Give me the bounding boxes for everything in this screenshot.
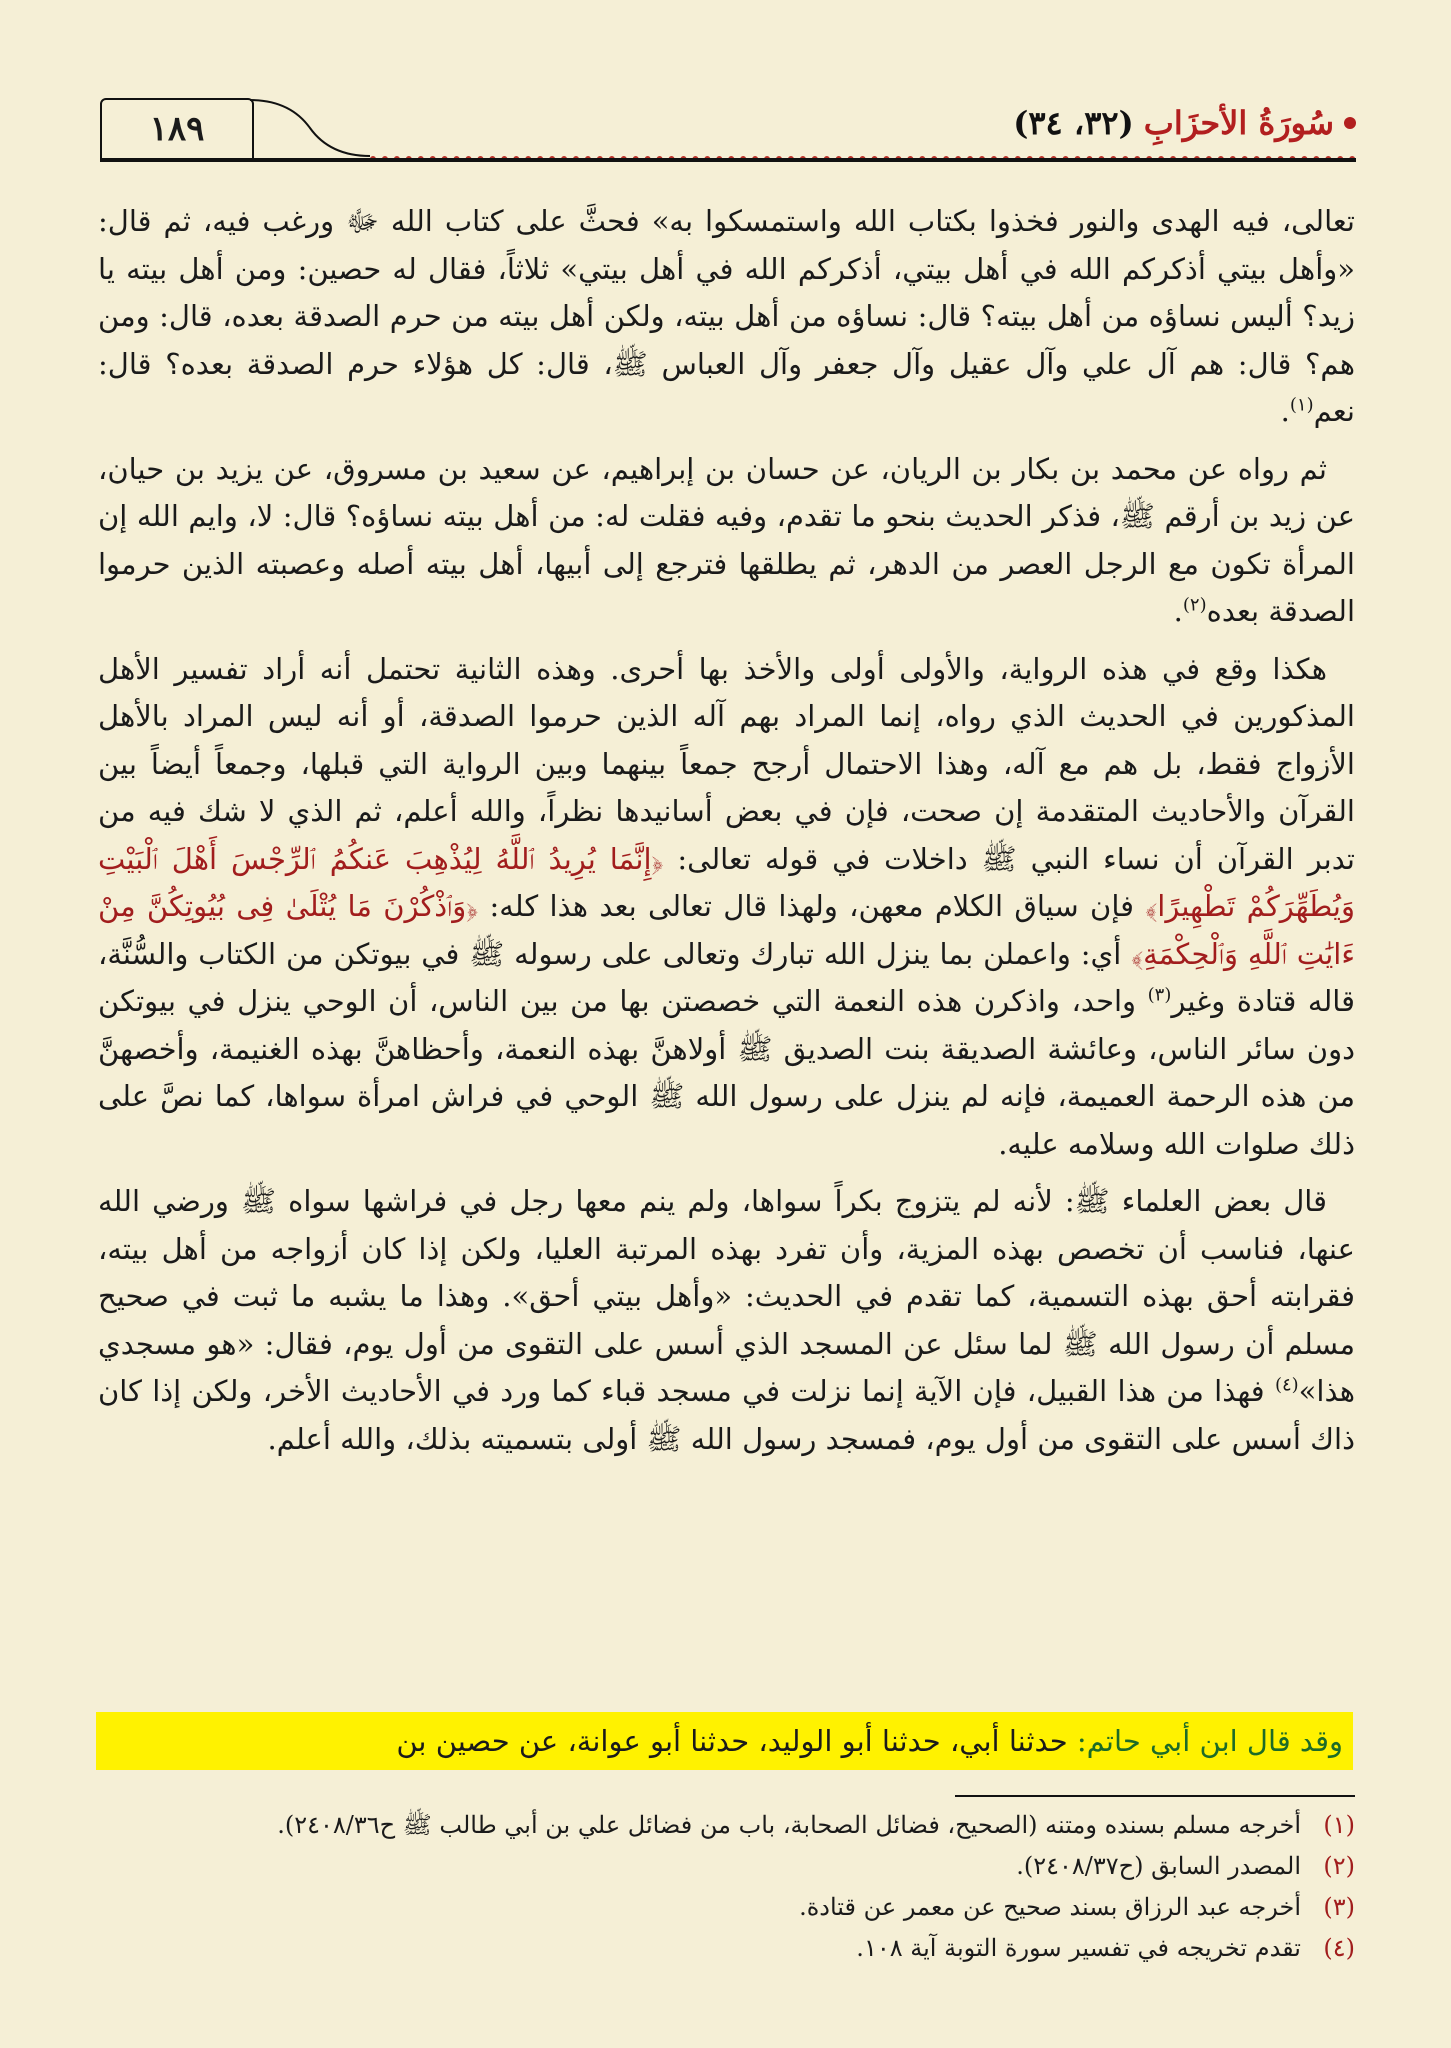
footnote-ref-3[interactable]: (٣) [1147,984,1172,1006]
paragraph-text: قال بعض العلماء ﷺ: لأنه لم يتزوج بكراً سواها، ولم ينم معها رجل في فراشها سواه ﷺ ورضي الله عنها، فناسب أن تخصص بهذه المزية، وأن تفرد بهذه المرتبة العليا، ولكن إذا كان أزواجه من أهل بيته، فقرابته أحق بهذه التسمية، كما تقدم في الحديث: «وأهل بيتي أحق». وهذا ما يشبه ما ثبت في صحيح مسلم أن رسول الله ﷺ لما سئل عن المسجد الذي أسس على التقوى من أول يوم، فقال: «هو مسجدي هذا» [98,1184,1355,1408]
footnote-separator [955,1795,1355,1797]
footnote-ref-2[interactable]: (٢) [1182,594,1207,616]
footnote-number: (٢) [1323,1852,1355,1880]
footnote-number: (١) [1323,1811,1355,1839]
page-number-ornament [250,98,370,158]
footnotes [98,1805,1355,1969]
ayat-range: (٣٢، ٣٤) [1013,104,1134,142]
paragraph-text: هكذا وقع في هذه الرواية، والأولى أولى والأخذ بها أحرى. وهذه الثانية تحتمل أنه أراد تفسير الأهل المذكورين في الحديث الذي رواه، إنما المراد بهم آله الذين حرموا الصدقة، أو أنه ليس المراد بالأهل الأزواج فقط، بل هم مع آله، وهذا الاحتمال أرجح جمعاً بينهما وبين الرواية التي قبلها، وجمعاً أيضاً بين القرآن والأحاديث المتقدمة إن صحت، فإن في بعض أسانيدها نظراً، والله أعلم، ثم الذي لا شك فيه من تدبر القرآن أن نساء النبي ﷺ داخلات في قوله تعالى: [98,651,1355,876]
paragraph-end: . [1280,394,1290,428]
paragraph-text: واحد، واذكرن هذه النعمة التي خصصتن بها من بين الناس، أن الوحي ينزل في بيوتكن دون سائر الناس، وعائشة الصديقة بنت الصديق ﷺ أولاهنَّ بهذه النعمة، وأحظاهنَّ بهذه الغنيمة، وأخصهنَّ من هذه الرحمة العميمة، فإنه لم ينزل على رسول الله ﷺ الوحي في فراش امرأة سواها، كما نصَّ على ذلك صلوات الله وسلامه عليه. [98,984,1355,1161]
footnote-text: أخرجه مسلم بسنده ومتنه (الصحيح، فضائل الصحابة، باب من فضائل علي بن أبي طالب ﷺ ح٢٤٠٨/٣٦). [277,1811,1301,1839]
paragraph-end: . [1173,594,1183,628]
body-text [98,198,1355,1473]
footnote-4 [98,1928,1355,1969]
page-header [100,98,1356,168]
footnote-text: أخرجه عبد الرزاق بسند صحيح عن معمر عن قتادة. [799,1893,1301,1921]
footnote-1 [98,1805,1355,1846]
paragraph-text: ثم رواه عن محمد بن بكار بن الريان، عن حسان بن إبراهيم، عن سعيد بن مسروق، عن يزيد بن حيان، عن زيد بن أرقم ﷺ، فذكر الحديث بنحو ما تقدم، وفيه فقلت له: من أهل بيته نساؤه؟ قال: لا، وايم الله إن المرأة تكون مع الرجل العصر من الدهر، ثم يطلقها فترجع إلى أبيها، أهل بيته أصله وعصبته الذين حرموا الصدقة بعده [98,451,1355,628]
footnote-ref-4[interactable]: (٤) [1274,1374,1299,1396]
page-number: ١٨٩ [100,98,254,160]
paragraph-text: فهذا من هذا القبيل، فإن الآية إنما نزلت في مسجد قباء كما ورد في الأحاديث الأخر، ولكن إذا كان ذاك أسس على التقوى من أول يوم، فمسجد رسول الله ﷺ أولى بتسميته بذلك، والله أعلم. [98,1374,1355,1456]
paragraph-2 [98,446,1355,636]
quran-verse-1: ﴿إِنَّمَا يُرِيدُ ٱللَّهُ لِيُذْهِبَ عَنكُمُ ٱلرِّجْسَ أَهْلَ ٱلْبَيْتِ وَيُطَهِّرَكُمْ تَطْهِيرًا﴾ [98,841,1355,923]
bullet-icon [1344,117,1356,129]
quran-verse-2: ﴿وَٱذْكُرْنَ مَا يُتْلَىٰ فِى بُيُوتِكُنَّ مِنْ ءَايَٰتِ ٱللَّهِ وَٱلْحِكْمَةِ﴾ [98,889,1355,971]
footnote-text: تقدم تخريجه في تفسير سورة التوبة آية ١٠٨. [856,1934,1301,1962]
footnote-number: (٤) [1323,1934,1355,1962]
footnote-3 [98,1887,1355,1928]
footnote-number: (٣) [1323,1893,1355,1921]
paragraph-text: أي: واعملن بما ينزل الله تبارك وتعالى على رسوله ﷺ في بيوتكن من الكتاب والسُّنَّة، قاله قتادة وغير [98,936,1355,1018]
highlight-speaker: وقد قال ابن أبي حاتم: [1076,1724,1343,1758]
paragraph-3 [98,646,1355,1169]
surah-title [1013,104,1356,142]
paragraph-1 [98,198,1355,436]
highlight-text: حدثنا أبي، حدثنا أبو الوليد، حدثنا أبو عوانة، عن حصين بن [396,1724,1077,1758]
highlighted-line [96,1712,1353,1770]
surah-name: سُورَةُ الأحزَابِ [1143,104,1334,142]
paragraph-text: تعالى، فيه الهدى والنور فخذوا بكتاب الله واستمسكوا به» فحثَّ على كتاب الله ﷻ ورغب فيه، ثم قال: «وأهل بيتي أذكركم الله في أهل بيتي، أذكركم الله في أهل بيتي» ثلاثاً، فقال له حصين: ومن أهل بيته يا زيد؟ أليس نساؤه من أهل بيته؟ قال: نساؤه من أهل بيته، ولكن أهل بيته من حرم الصدقة بعده، قال: ومن هم؟ قال: هم آل علي وآل عقيل وآل جعفر وآل العباس ﷺ، قال: كل هؤلاء حرم الصدقة بعده؟ قال: نعم [98,204,1355,428]
footnote-ref-1[interactable]: (١) [1289,394,1314,416]
footnote-text: المصدر السابق (ح٢٤٠٨/٣٧). [1016,1852,1301,1880]
footnote-2 [98,1846,1355,1887]
paragraph-4 [98,1178,1355,1463]
paragraph-text: فإن سياق الكلام معهن، ولهذا قال تعالى بعد هذا كله: [478,889,1146,923]
header-rule [100,158,1356,162]
